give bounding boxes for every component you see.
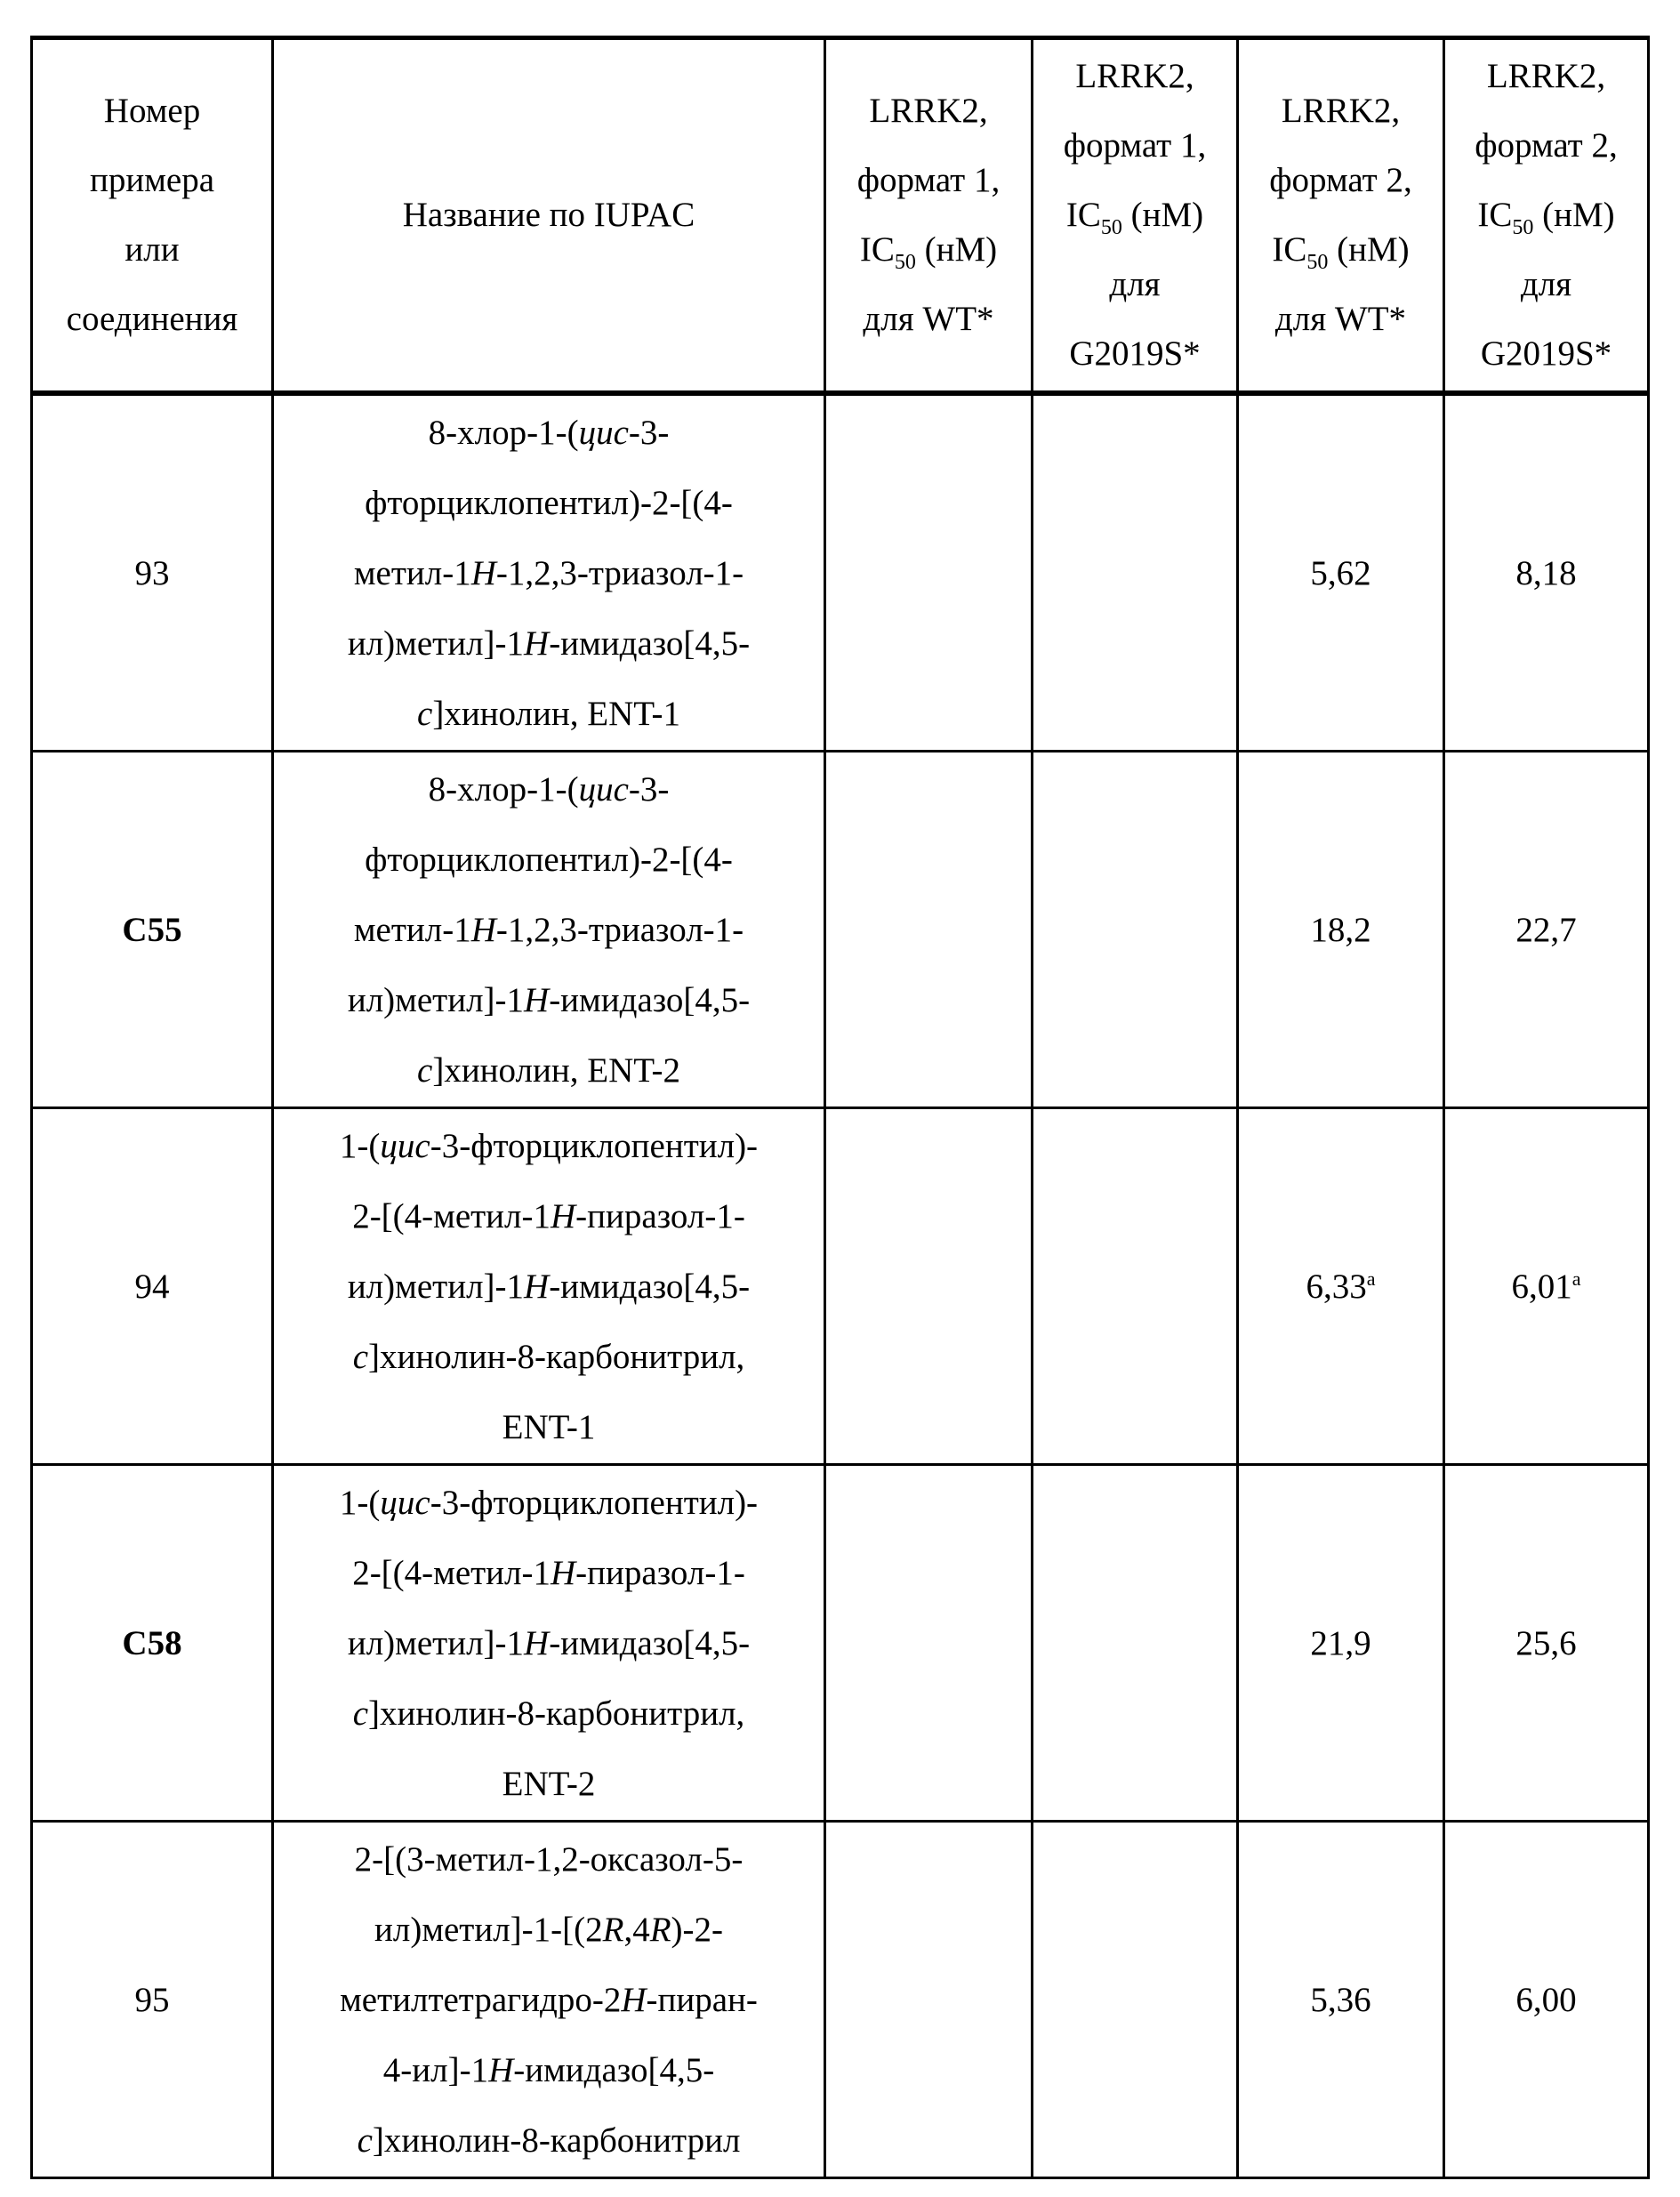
header-line: G2019S* [1069,334,1200,373]
header-line: соединения [67,300,238,338]
header-format2-wt [1238,38,1444,394]
header-format2-g2019s [1444,38,1649,394]
iupac-name-cell: 2-[(3-метил-1,2-оксазол-5- ил)метил]-1-[(2R,4R)-2- метилтетрагидро-2H-пиран- 4-ил]-1H-имидазо[4,5- c]хинолин-8-карбонитрил [273,1822,825,2178]
format1-g2019s-cell [1033,1822,1238,2178]
example-number-cell: C55 [32,752,273,1108]
subscript: 50 [1101,216,1122,239]
example-number-cell: C58 [32,1465,273,1822]
iupac-name-cell: 8-хлор-1-(цис-3- фторциклопентил)-2-[(4- метил-1H-1,2,3-триазол-1- ил)метил]-1H-имидазо[4,5- c]хинолин, ENT-2 [273,752,825,1108]
format1-wt-cell [825,1108,1033,1465]
table-row [32,752,1649,1108]
header-line: для [1109,265,1160,303]
iupac-name-cell: 8-хлор-1-(цис-3- фторциклопентил)-2-[(4- метил-1H-1,2,3-триазол-1- ил)метил]-1H-имидазо[4,5- c]хинолин, ENT-1 [273,393,825,752]
format1-wt-cell [825,393,1033,752]
lrrk2-ic50-table [30,36,1650,2179]
header-line: формат 1, [1064,126,1206,165]
header-line: (нМ) [1328,230,1409,269]
format2-wt-cell [1238,393,1444,752]
format1-g2019s-cell [1033,1108,1238,1465]
ic50-value: 21,9 [1310,1624,1371,1662]
format1-wt-cell [825,752,1033,1108]
header-line: формат 2, [1475,126,1617,165]
table-row [32,1822,1649,2178]
header-line: LRRK2, [869,92,987,130]
header-line: LRRK2, [1282,92,1400,130]
format2-wt-cell [1238,1822,1444,2178]
format1-wt-cell [825,1822,1033,2178]
header-line: Номер [104,92,200,130]
header-line: для WT* [863,300,993,338]
subscript: 50 [1512,216,1533,239]
example-number-cell: 95 [32,1822,273,2178]
format2-g2019s-cell [1444,1822,1649,2178]
format2-g2019s-cell [1444,393,1649,752]
header-example-number [32,38,273,394]
format2-wt-cell [1238,1465,1444,1822]
header-line: IC [1066,196,1101,234]
ic50-value: 22,7 [1515,911,1576,949]
example-number-cell: 94 [32,1108,273,1465]
subscript: 50 [1306,251,1328,274]
footnote-marker: a [1367,1268,1376,1290]
format2-g2019s-cell [1444,1465,1649,1822]
ic50-value: 6,01 [1511,1268,1571,1306]
format1-wt-cell [825,1465,1033,1822]
header-line: формат 2, [1269,161,1411,199]
ic50-value: 18,2 [1310,911,1371,949]
iupac-name-cell: 1-(цис-3-фторциклопентил)- 2-[(4-метил-1H-пиразол-1- ил)метил]-1H-имидазо[4,5- c]хинолин-8-карбонитрил, ENT-1 [273,1108,825,1465]
header-line: G2019S* [1481,334,1612,373]
table-row [32,1108,1649,1465]
ic50-value: 6,33 [1306,1268,1366,1306]
header-line: (нМ) [1533,196,1614,234]
format1-g2019s-cell [1033,393,1238,752]
format1-g2019s-cell [1033,752,1238,1108]
format2-wt-cell [1238,752,1444,1108]
iupac-name-cell: 1-(цис-3-фторциклопентил)- 2-[(4-метил-1H-пиразол-1- ил)метил]-1H-имидазо[4,5- c]хинолин-8-карбонитрил, ENT-2 [273,1465,825,1822]
header-line: для [1521,265,1571,303]
header-format1-g2019s [1033,38,1238,394]
format2-g2019s-cell [1444,1108,1649,1465]
header-line: LRRK2, [1075,57,1194,95]
header-line: примера [90,161,214,199]
ic50-value: 5,36 [1310,1981,1371,2019]
format1-g2019s-cell [1033,1465,1238,1822]
header-line: или [125,230,179,269]
ic50-value: 5,62 [1310,554,1371,592]
example-number-cell: 93 [32,393,273,752]
header-line: (нМ) [916,230,997,269]
header-row [32,38,1649,394]
header-line: IC [860,230,895,269]
format2-wt-cell [1238,1108,1444,1465]
header-line: IC [1477,196,1512,234]
ic50-value: 6,00 [1515,1981,1576,2019]
header-line: LRRK2, [1487,57,1605,95]
table-row [32,393,1649,752]
ic50-value: 8,18 [1515,554,1576,592]
header-line: (нМ) [1122,196,1203,234]
header-line: формат 1, [857,161,1000,199]
table-row [32,1465,1649,1822]
footnote-marker: a [1572,1268,1581,1290]
header-format1-wt [825,38,1033,394]
format2-g2019s-cell [1444,752,1649,1108]
header-line: IC [1272,230,1306,269]
ic50-value: 25,6 [1515,1624,1576,1662]
header-iupac-name: Название по IUPAC [273,38,825,394]
subscript: 50 [895,251,916,274]
header-line: для WT* [1275,300,1406,338]
